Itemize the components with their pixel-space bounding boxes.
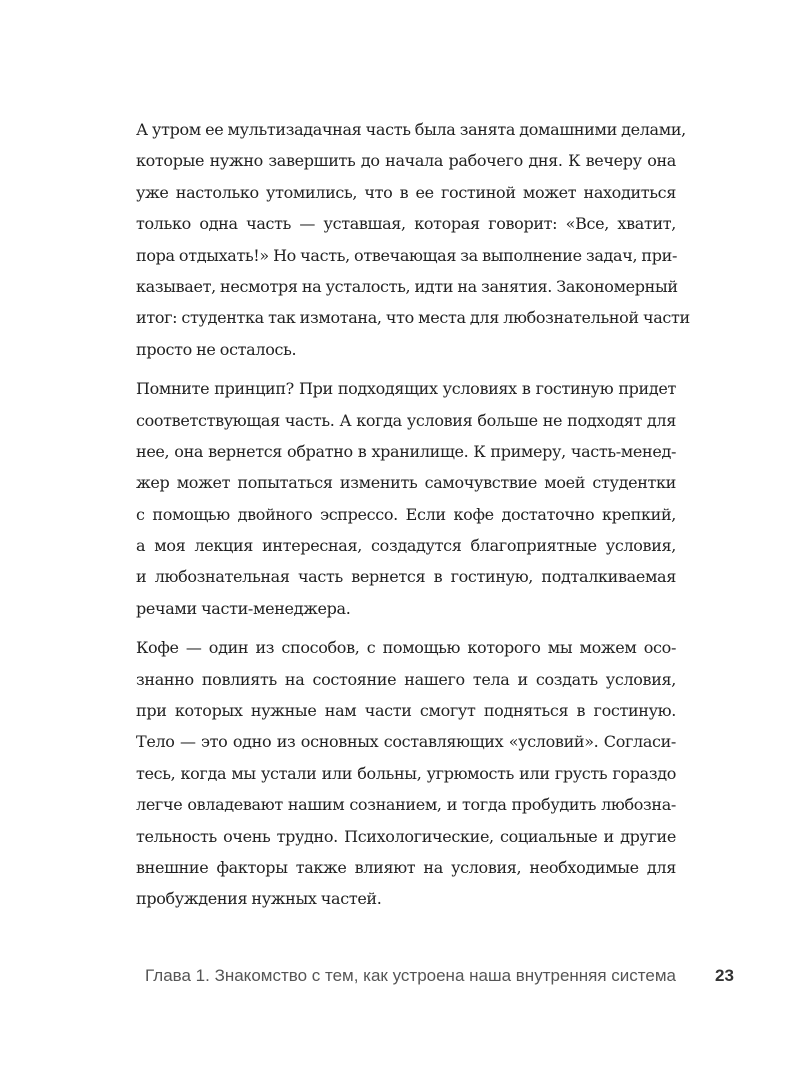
text-line: пробуждения нужных частей.: [136, 889, 382, 909]
text-line: уже настолько утомились, что в ее гостиной может находиться: [136, 182, 676, 202]
text-line: которые нужно завершить до начала рабочего дня. К вечеру она: [136, 151, 676, 171]
text-line: внешние факторы также влияют на условия, необходимые для: [136, 857, 676, 877]
text-line: только одна часть — уставшая, которая говорит: «Все, хватит,: [136, 214, 676, 234]
running-footer-chapter: Глава 1. Знакомство с тем, как устроена наша внутренняя система: [145, 966, 676, 985]
page-number: 23: [715, 966, 734, 985]
text-line: итог: студентка так измотана, что места для любознательной части: [136, 308, 690, 328]
text-line: просто не осталось.: [136, 339, 297, 359]
text-line: казывает, несмотря на усталость, идти на занятия. Закономерный: [136, 276, 678, 296]
text-line: тесь, когда мы устали или больны, угрюмость или грусть гораздо: [136, 763, 676, 783]
text-line: соответствующая часть. А когда условия больше не подходят для: [136, 410, 676, 430]
text-line: жер может попытаться изменить самочувствие моей студентки: [136, 473, 676, 493]
paragraph: [136, 114, 690, 365]
text-line: при которых нужные нам части смогут подняться в гостиную.: [136, 701, 676, 721]
text-line: речами части-менеджера.: [136, 598, 351, 618]
paragraph: [136, 373, 676, 624]
paragraph: [136, 632, 676, 915]
text-line: Тело — это одно из основных составляющих «условий». Согласи-: [136, 732, 676, 752]
text-line: и любознательная часть вернется в гостиную, подталкиваемая: [136, 567, 676, 587]
text-line: пора отдыхать!» Но часть, отвечающая за выполнение задач, при-: [136, 245, 678, 265]
text-line: А утром ее мультизадачная часть была занята домашними делами,: [136, 120, 686, 139]
text-line: Кофе — один из способов, с помощью которого мы можем осо-: [136, 638, 676, 658]
text-line: знанно повлиять на состояние нашего тела и создать условия,: [136, 669, 676, 689]
text-line: тельность очень трудно. Психологические, социальные и другие: [136, 826, 676, 846]
text-line: а моя лекция интересная, создадутся благоприятные условия,: [136, 536, 676, 556]
page-footer: [0, 966, 810, 992]
page-body: [136, 114, 690, 923]
text-line: Помните принцип? При подходящих условиях в гостиную придет: [136, 379, 676, 399]
text-line: с помощью двойного эспрессо. Если кофе достаточно крепкий,: [136, 504, 676, 524]
text-line: нее, она вернется обратно в хранилище. К примеру, часть-менед-: [136, 441, 676, 461]
text-line: легче овладевают нашим сознанием, и тогда пробудить любозна-: [136, 795, 676, 815]
